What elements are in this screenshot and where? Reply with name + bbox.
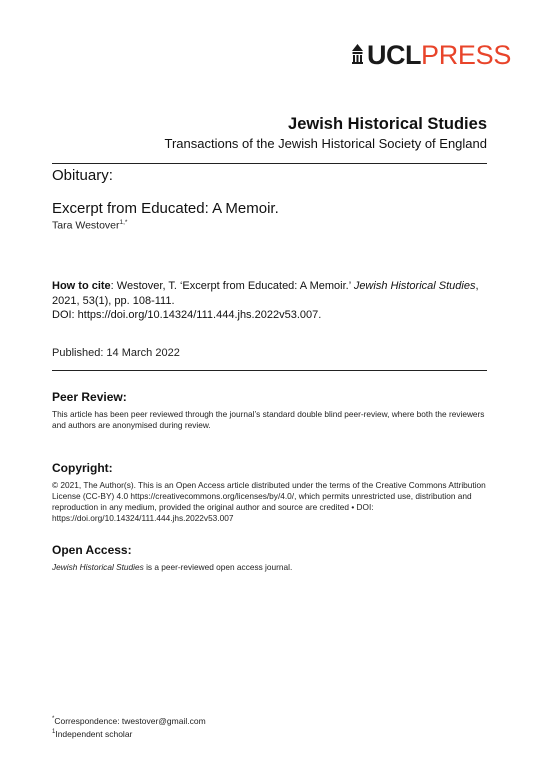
logo-ucl-text: UCL <box>367 40 421 70</box>
peer-review-text: This article has been peer reviewed through the journal’s standard double blind peer-review, where both the reviewers and authors are anonymised during review. <box>52 409 485 430</box>
author-marks: 1,* <box>119 219 128 226</box>
journal-subtitle: Transactions of the Jewish Historical Society of England <box>164 136 487 151</box>
cite-text-1: Westover, T. ‘Excerpt from Educated: A Memoir.’ <box>116 280 354 292</box>
cite-sep: : <box>110 280 117 292</box>
journal-title: Jewish Historical Studies <box>288 115 487 133</box>
ucl-press-logo <box>352 40 511 70</box>
author-line <box>52 219 127 232</box>
open-access-text <box>52 562 492 573</box>
how-to-cite <box>52 279 492 323</box>
ucl-portico-icon <box>352 44 363 64</box>
cite-journal: Jewish Historical Studies <box>353 280 476 292</box>
peer-review-heading: Peer Review: <box>52 390 127 404</box>
copyright-text: © 2021, The Author(s). This is an Open Access article distributed under the terms of the Creative Commons Attribution License (CC-BY) 4.0 https://creativecommons.org/licenses/by/4.0/, which permits unrestricted use, distribution and reproduction in any medium, provided the original author and source are credited • DOI: https://doi.org/10.14324/111.444.jhs.2022v53.007 <box>52 480 486 523</box>
copyright-heading: Copyright: <box>52 461 113 475</box>
footnotes <box>52 714 206 741</box>
affiliation-mark: 1 <box>52 729 56 736</box>
cite-doi-link[interactable]: DOI: https://doi.org/10.14324/111.444.jhs.2022v53.007. <box>52 309 322 321</box>
divider-rule <box>52 370 487 371</box>
open-access-body: is a peer-reviewed open access journal. <box>143 562 293 572</box>
affiliation-text: Independent scholar <box>55 729 133 740</box>
open-access-heading: Open Access: <box>52 543 132 557</box>
published-date: Published: 14 March 2022 <box>52 347 180 359</box>
open-access-journal: Jewish Historical Studies <box>52 562 144 572</box>
logo-press-text: PRESS <box>421 40 512 70</box>
cite-text-2: , 2021, 53(1), pp. 108-111. <box>52 280 479 307</box>
author-name: Tara Westover <box>52 219 120 232</box>
footnote-correspondence <box>52 714 206 727</box>
footnote-affiliation <box>52 727 206 740</box>
cite-label: How to cite <box>52 280 111 292</box>
correspondence-mark: * <box>52 716 55 722</box>
article-title: Excerpt from Educated: A Memoir. <box>52 200 279 217</box>
header-rule <box>52 163 487 164</box>
section-label: Obituary: <box>52 167 113 184</box>
correspondence-email[interactable]: Correspondence: twestover@gmail.com <box>54 715 206 726</box>
